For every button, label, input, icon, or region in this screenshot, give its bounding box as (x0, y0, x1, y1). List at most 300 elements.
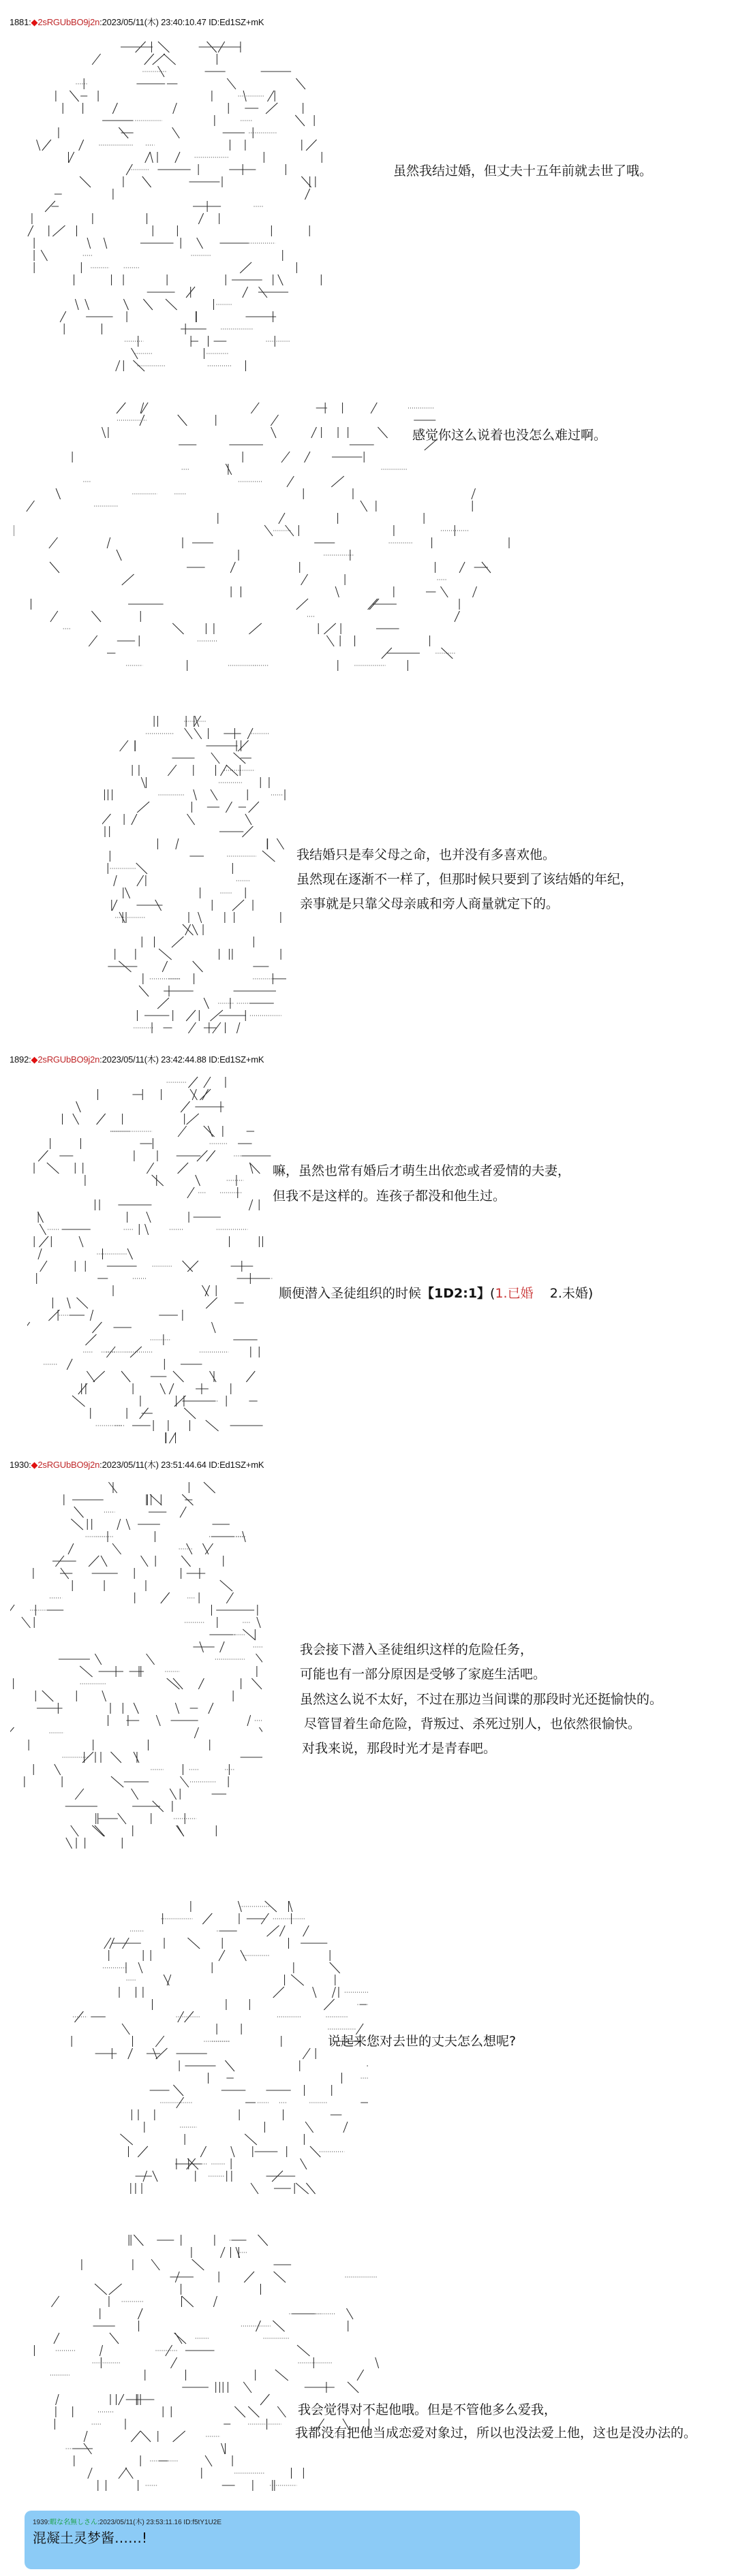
art-stroke (80, 1666, 92, 1677)
dialogue-line: 我结婚只是奉父母之命，也并没有多喜欢他。 (296, 847, 556, 862)
art-stroke (286, 525, 294, 536)
art-stroke (68, 1543, 74, 1554)
art-stroke (178, 1126, 187, 1137)
art-stroke (138, 2146, 148, 2157)
art-stroke (119, 2468, 127, 2479)
trip-diamond-icon: ◆ (31, 17, 38, 27)
art-stroke (134, 1703, 138, 1714)
art-stroke (84, 2431, 87, 2442)
art-stroke (93, 1371, 105, 1382)
art-stroke (248, 2406, 259, 2417)
trip-code: 2sRGUbBO9j2n (37, 1460, 100, 1470)
post-number[interactable]: 1881 (10, 17, 29, 27)
art-stroke (182, 2296, 194, 2307)
art-stroke (137, 802, 149, 813)
art-stroke (66, 1838, 72, 1849)
art-stroke (251, 2183, 258, 2194)
art-stroke (266, 103, 277, 114)
art-stroke (132, 348, 138, 359)
art-stroke (27, 501, 35, 512)
art-stroke (49, 537, 58, 548)
trip-diamond-icon: ◆ (31, 1054, 38, 1065)
choice-prompt: 顺便潜入圣徒组织的时候 (279, 1286, 422, 1301)
art-stroke (221, 765, 227, 776)
art-stroke (193, 961, 203, 972)
art-stroke (76, 1101, 81, 1112)
art-stroke (188, 1022, 196, 1033)
art-stroke (80, 176, 91, 187)
art-stroke (28, 225, 33, 236)
trip-code: 2sRGUbBO9j2n (37, 17, 100, 27)
art-stroke (330, 1962, 340, 1973)
art-stroke (306, 2183, 315, 2194)
art-stroke (251, 1678, 262, 1689)
art-stroke (246, 1371, 255, 1382)
art-stroke (150, 1494, 162, 1505)
art-stroke (121, 1371, 130, 1382)
art-stroke (295, 115, 305, 126)
art-stroke (305, 452, 310, 462)
art-stroke (188, 1077, 198, 1088)
art-stroke (74, 2011, 83, 2022)
art-stroke (159, 949, 172, 960)
art-stroke (183, 924, 194, 935)
art-stroke (133, 360, 144, 371)
art-stroke (243, 1629, 255, 1640)
art-stroke (278, 274, 283, 285)
art-stroke (192, 924, 198, 935)
art-stroke (260, 2394, 269, 2405)
art-stroke (313, 1987, 316, 1998)
ascii-art-figure (14, 402, 518, 681)
art-stroke (192, 2259, 204, 2270)
art-stroke (202, 1543, 208, 1554)
dialogue-line: 亲事就是只靠父母亲戚和旁人商量就定下的。 (300, 896, 559, 911)
art-stroke (52, 225, 65, 236)
art-stroke (102, 1691, 106, 1701)
reply-number[interactable]: 1939 (33, 2519, 48, 2526)
art-stroke (102, 427, 106, 438)
art-stroke (92, 1825, 104, 1836)
art-stroke (47, 1163, 59, 1174)
art-stroke (187, 1187, 194, 1198)
art-stroke (441, 648, 453, 659)
separator: : (29, 17, 31, 27)
art-stroke (213, 2296, 217, 2307)
art-stroke (56, 488, 60, 499)
art-stroke (71, 1825, 78, 1836)
art-stroke (170, 2357, 177, 2368)
art-stroke (180, 1776, 188, 1787)
art-stroke (459, 562, 465, 573)
art-stroke (50, 611, 58, 622)
ascii-art-figure (102, 715, 286, 1042)
art-stroke (187, 814, 195, 825)
art-stroke (262, 851, 275, 862)
separator: : (29, 1460, 31, 1470)
art-stroke (289, 1901, 292, 1912)
art-stroke (137, 875, 144, 886)
art-stroke (110, 1752, 121, 1763)
art-stroke (42, 140, 51, 151)
art-stroke (50, 562, 59, 573)
art-stroke (95, 1654, 101, 1665)
art-stroke (211, 1322, 215, 1333)
art-stroke (206, 1150, 215, 1161)
dialogue-line: 说起来您对去世的丈夫怎么想呢? (328, 2034, 517, 2049)
art-stroke (134, 2235, 143, 2246)
post-datetime: :2023/05/11(木) 23:40:10.47 (99, 17, 206, 27)
post-id[interactable]: ID:Ed1SZ+mK (209, 1460, 264, 1470)
ascii-art-figure (68, 1900, 368, 2200)
art-stroke (335, 586, 339, 597)
reply-name: 暇な名無しさん (50, 2519, 98, 2526)
art-stroke (178, 1163, 188, 1174)
art-stroke (116, 360, 120, 371)
post-id[interactable]: ID:Ed1SZ+mK (209, 1054, 264, 1065)
art-stroke (114, 875, 117, 886)
art-stroke (187, 1261, 198, 1272)
choice-option: 2.未婚 (549, 1286, 588, 1301)
ascii-art-figure (10, 1481, 262, 1849)
art-stroke (151, 2259, 159, 2270)
art-stroke (139, 986, 149, 996)
dice-result: 【1D2:1】 (421, 1286, 491, 1301)
art-stroke (301, 574, 308, 585)
art-stroke (38, 1248, 42, 1259)
art-stroke (205, 1543, 213, 1554)
art-stroke (173, 103, 177, 114)
post-header (10, 1052, 264, 1065)
art-stroke (311, 427, 317, 438)
art-stroke (291, 1975, 304, 1985)
art-stroke (117, 403, 125, 413)
choice-option-selected: 1.已婚 (495, 1286, 534, 1301)
art-stroke (107, 537, 110, 548)
art-stroke (243, 287, 248, 298)
art-stroke (89, 1556, 99, 1567)
art-stroke (170, 1789, 176, 1800)
art-stroke (232, 900, 244, 911)
art-stroke (230, 562, 235, 573)
art-stroke (305, 189, 309, 200)
art-stroke (271, 415, 278, 426)
art-stroke (332, 1987, 335, 1998)
art-stroke (27, 1322, 30, 1333)
art-stroke (87, 238, 91, 249)
art-stroke (187, 1114, 199, 1125)
art-stroke (79, 1236, 83, 1247)
reply-body: 混凝土灵梦酱……! (33, 2530, 148, 2546)
art-stroke (240, 262, 251, 273)
art-stroke (204, 1077, 211, 1088)
art-stroke (211, 753, 219, 764)
art-stroke (226, 765, 238, 776)
art-stroke (249, 802, 259, 813)
art-stroke (256, 1654, 262, 1665)
reply-header (33, 2516, 221, 2526)
art-stroke (155, 2036, 164, 2047)
ascii-art-figure (27, 2234, 382, 2500)
art-stroke (142, 176, 151, 187)
art-stroke (174, 2333, 186, 2344)
art-stroke (180, 1507, 186, 1518)
art-stroke (194, 789, 197, 800)
art-stroke (123, 299, 128, 310)
art-stroke (85, 1334, 96, 1345)
art-stroke (194, 1727, 198, 1738)
art-stroke (198, 213, 203, 224)
art-stroke (40, 1261, 47, 1272)
art-stroke (51, 2296, 59, 2307)
art-stroke (273, 1987, 284, 1998)
art-stroke (296, 78, 305, 89)
art-stroke (126, 1519, 129, 1530)
art-stroke (109, 2284, 122, 2295)
art-stroke (275, 2370, 288, 2381)
art-stroke (267, 1926, 279, 1936)
art-stroke (173, 2085, 183, 2096)
reply-datetime: :2023/05/11(木) 23:53:11.16 (97, 2519, 182, 2526)
art-stroke (236, 2247, 240, 2258)
trip-code: 2sRGUbBO9j2n (37, 1054, 100, 1065)
art-stroke (186, 1010, 196, 1021)
art-stroke (326, 635, 334, 646)
art-stroke (220, 1642, 225, 1652)
art-stroke (205, 2455, 212, 2466)
art-stroke (125, 888, 130, 898)
art-stroke (226, 1592, 233, 1603)
art-stroke (70, 91, 78, 101)
art-stroke (160, 1383, 165, 1394)
art-stroke (125, 2468, 133, 2479)
post-header (10, 1458, 264, 1471)
art-stroke (231, 2146, 234, 2157)
dialogue-line: 可能也有一部分原因是受够了家庭生活吧。 (300, 1667, 547, 1682)
art-stroke (172, 623, 183, 634)
art-stroke (41, 250, 47, 261)
art-stroke (310, 2146, 320, 2157)
art-stroke (220, 2247, 224, 2258)
art-stroke (209, 1703, 213, 1714)
art-stroke (104, 238, 106, 249)
art-stroke (273, 2321, 284, 2331)
art-stroke (297, 2345, 310, 2356)
art-stroke (197, 238, 203, 249)
art-stroke (141, 1556, 148, 1567)
art-stroke (440, 586, 448, 597)
art-stroke (39, 1236, 48, 1247)
art-stroke (305, 2122, 313, 2133)
art-stroke (147, 1163, 153, 1174)
art-stroke (181, 1556, 190, 1567)
art-stroke (99, 2345, 102, 2356)
art-stroke (147, 1212, 151, 1223)
ascii-art-figure (27, 1076, 273, 1451)
art-stroke (95, 1825, 105, 1836)
art-stroke (185, 2011, 194, 2022)
art-stroke (90, 1310, 93, 1321)
art-stroke (75, 1789, 84, 1800)
post-datetime: :2023/05/11(木) 23:51:44.64 (99, 1460, 206, 1470)
art-stroke (296, 2183, 309, 2194)
art-stroke (37, 1212, 43, 1223)
ascii-art-figure (27, 41, 327, 381)
art-stroke (242, 826, 253, 837)
art-stroke (264, 525, 273, 536)
dialogue-line: 虽然现在逐渐不一样了，但那时候只要到了该结婚的年纪， (296, 872, 634, 887)
art-stroke (172, 937, 183, 947)
art-stroke (153, 54, 165, 65)
art-stroke (144, 54, 154, 65)
art-stroke (127, 1248, 132, 1259)
art-stroke (166, 299, 177, 310)
art-stroke (257, 1617, 260, 1628)
art-stroke (348, 2382, 358, 2393)
art-stroke (277, 838, 283, 849)
art-stroke (111, 1776, 123, 1787)
art-stroke (73, 1114, 79, 1125)
art-stroke (181, 1101, 189, 1112)
art-stroke (243, 2382, 251, 2393)
art-stroke (95, 2284, 107, 2295)
art-stroke (277, 2406, 286, 2417)
art-stroke (202, 1089, 209, 1100)
dialogue-line: 尽管冒着生命危险，背叛过、杀死过别人，也依然很愉快。 (304, 1716, 641, 1731)
art-stroke (161, 1592, 170, 1603)
art-stroke (131, 2431, 140, 2442)
art-stroke (175, 152, 180, 163)
art-stroke (75, 299, 78, 310)
post-number[interactable]: 1892 (10, 1054, 29, 1065)
art-stroke (164, 1975, 169, 1985)
art-stroke (172, 127, 180, 138)
art-stroke (138, 2308, 142, 2319)
art-stroke (287, 476, 294, 487)
post-id[interactable]: ID:Ed1SZ+mK (209, 17, 264, 27)
reply-post (25, 2511, 580, 2569)
art-stroke (38, 1150, 48, 1161)
art-stroke (10, 1727, 14, 1738)
dialogue-line: 虽然这么说不太好，不过在那边当间谍的那段时光还挺愉快的。 (300, 1692, 663, 1707)
art-stroke (198, 912, 202, 923)
art-stroke (102, 814, 110, 825)
art-stroke (173, 1371, 184, 1382)
trip-diamond-icon: ◆ (31, 1460, 38, 1470)
post-header (10, 15, 264, 28)
art-stroke (112, 900, 117, 911)
art-stroke (55, 1764, 61, 1775)
art-stroke (67, 1298, 71, 1308)
art-stroke (152, 1175, 164, 1186)
art-stroke (241, 1950, 246, 1961)
art-stroke (185, 728, 192, 739)
art-stroke (225, 2060, 234, 2071)
art-stroke (245, 814, 251, 825)
art-stroke (153, 2171, 157, 2182)
art-stroke (10, 1605, 14, 1616)
art-stroke (92, 54, 100, 65)
art-stroke (204, 1482, 215, 1493)
art-stroke (249, 1199, 252, 1210)
art-stroke (184, 1408, 196, 1419)
dialogue-line: 我会觉得对不起他哦。但是不管他多么爱我， (298, 2402, 557, 2417)
art-stroke (324, 1999, 334, 2010)
art-stroke (145, 1224, 149, 1235)
art-stroke (227, 78, 236, 89)
art-stroke (361, 501, 367, 512)
art-stroke (206, 1420, 219, 1431)
art-stroke (120, 2134, 132, 2145)
art-stroke (176, 838, 179, 849)
art-stroke (72, 1396, 85, 1407)
art-stroke (56, 2394, 59, 2405)
reply-id[interactable]: ID:f5tY1U2E (183, 2519, 222, 2526)
art-stroke (346, 2308, 353, 2319)
dialogue-line: 我会接下潜入圣徒组织这样的危险任务， (300, 1642, 534, 1657)
art-stroke (122, 574, 134, 585)
art-stroke (118, 1813, 126, 1824)
art-stroke (226, 464, 232, 475)
art-stroke (196, 1175, 200, 1186)
art-stroke (375, 2357, 379, 2368)
art-stroke (42, 1691, 53, 1701)
art-stroke (54, 2333, 59, 2344)
dialogue-line: 我都没有把他当成恋爱对象过，所以也没法爱上他，这也是没办法的。 (295, 2425, 697, 2440)
art-stroke (301, 2158, 307, 2169)
art-stroke (76, 1298, 87, 1308)
art-stroke (281, 452, 290, 462)
art-stroke (91, 611, 101, 622)
art-stroke (378, 427, 387, 438)
art-stroke (238, 740, 248, 751)
art-stroke (306, 140, 316, 151)
art-stroke (150, 152, 153, 163)
art-stroke (157, 998, 169, 1009)
art-stroke (202, 1913, 212, 1924)
art-stroke (210, 1371, 217, 1382)
art-stroke (85, 299, 89, 310)
art-stroke (162, 961, 167, 972)
art-stroke (249, 623, 261, 634)
art-stroke (234, 2406, 245, 2417)
art-stroke (371, 403, 377, 413)
art-stroke (120, 740, 128, 751)
post-number[interactable]: 1930 (10, 1460, 29, 1470)
art-stroke (112, 1543, 121, 1554)
art-stroke (147, 1654, 155, 1665)
art-stroke (122, 2024, 129, 2035)
art-stroke (211, 789, 217, 800)
art-stroke (87, 1371, 95, 1382)
art-stroke (67, 1359, 72, 1370)
art-stroke (455, 611, 459, 622)
art-stroke (69, 152, 74, 163)
art-stroke (89, 635, 97, 646)
art-stroke (279, 513, 285, 524)
dialogue-line: 虽然我结过婚，但丈夫十五年前就去世了哦。 (393, 163, 653, 178)
art-stroke (279, 1926, 285, 1936)
dialogue-line: 对我来说，那段时光才是青春吧。 (302, 1741, 497, 1756)
art-stroke (60, 311, 66, 322)
art-stroke (117, 1519, 121, 1530)
art-stroke (169, 1432, 175, 1443)
art-stroke (173, 2431, 185, 2442)
paren: ( (490, 1286, 495, 1301)
art-stroke (245, 2134, 257, 2145)
art-stroke (198, 1678, 204, 1689)
art-stroke (138, 1962, 142, 1973)
